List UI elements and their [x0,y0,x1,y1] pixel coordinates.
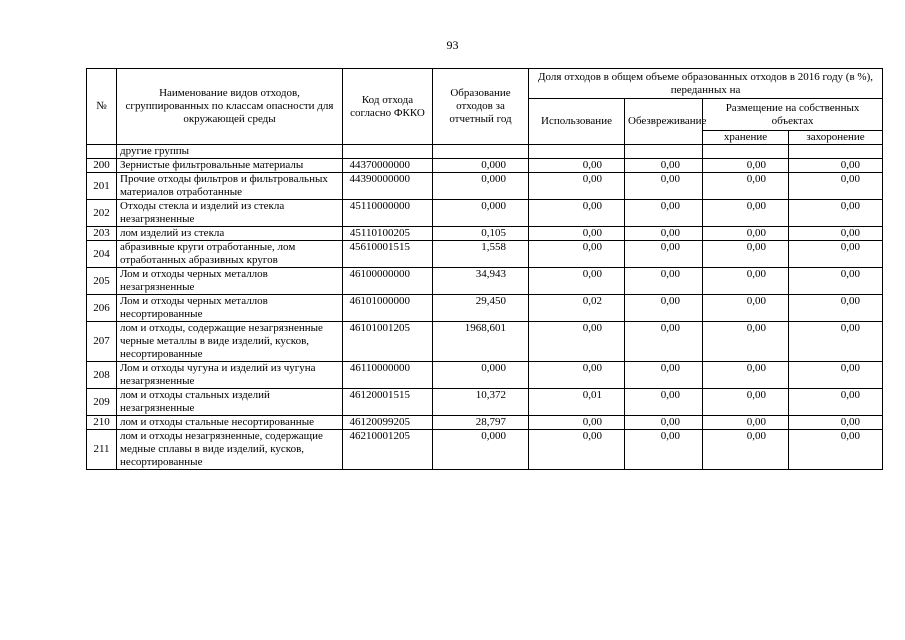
table-row [87,227,883,241]
share-burial: 0,00 [789,241,883,268]
fkko-code: 46101000000 [343,295,433,322]
share-burial: 0,00 [789,362,883,389]
waste-name: абразивные круги отработанные, лом отработанных абразивных кругов [117,241,343,268]
header-burial: захоронение [789,131,883,145]
row-number: 210 [87,416,117,430]
page-number: 93 [446,38,459,52]
fkko-code: 45110000000 [343,200,433,227]
formed-amount: 0,000 [433,200,529,227]
formed-amount: 1968,601 [433,322,529,362]
table-row [87,295,883,322]
share-use: 0,00 [529,173,625,200]
share-storage: 0,00 [703,389,789,416]
header-neutralize: Обезвреживание [625,99,703,145]
formed-amount: 29,450 [433,295,529,322]
row-number: 206 [87,295,117,322]
fkko-code: 46120099205 [343,416,433,430]
fkko-code: 45110100205 [343,227,433,241]
waste-name: лом и отходы стальные несортированные [117,416,343,430]
header-code: Код отхода согласно ФККО [343,69,433,145]
table-row [87,173,883,200]
row-number: 207 [87,322,117,362]
share-use: 0,00 [529,362,625,389]
share-storage: 0,00 [703,295,789,322]
share-neutralize: 0,00 [625,295,703,322]
waste-table [86,68,883,470]
share-burial: 0,00 [789,389,883,416]
share-burial: 0,00 [789,322,883,362]
formed-amount: 28,797 [433,416,529,430]
share-neutralize: 0,00 [625,159,703,173]
table-row [87,268,883,295]
table-row [87,430,883,470]
fkko-code: 45610001515 [343,241,433,268]
share-burial: 0,00 [789,227,883,241]
share-neutralize: 0,00 [625,430,703,470]
waste-name: лом и отходы, содержащие незагрязненные черные металлы в виде изделий, кусков, несортированные [117,322,343,362]
share-burial: 0,00 [789,159,883,173]
table-row [87,241,883,268]
share-use: 0,00 [529,227,625,241]
table-row [87,322,883,362]
formed-amount: 1,558 [433,241,529,268]
share-use: 0,00 [529,200,625,227]
share-storage: 0,00 [703,200,789,227]
share-use: 0,00 [529,430,625,470]
formed-amount: 0,000 [433,430,529,470]
formed-amount: 0,000 [433,362,529,389]
share-burial: 0,00 [789,416,883,430]
share-neutralize: 0,00 [625,200,703,227]
table-body [87,145,883,470]
share-storage: 0,00 [703,322,789,362]
share-use: 0,00 [529,268,625,295]
table-row [87,416,883,430]
share-use: 0,00 [529,241,625,268]
row-number: 211 [87,430,117,470]
row-number: 201 [87,173,117,200]
share-burial: 0,00 [789,200,883,227]
formed-amount: 0,000 [433,159,529,173]
header-use: Использование [529,99,625,145]
share-burial: 0,00 [789,430,883,470]
table-row [87,362,883,389]
share-storage: 0,00 [703,416,789,430]
waste-name: Лом и отходы черных металлов несортированные [117,295,343,322]
waste-name: лом и отходы незагрязненные, содержащие медные сплавы в виде изделий, кусков, несортированные [117,430,343,470]
share-use: 0,01 [529,389,625,416]
share-use: 0,02 [529,295,625,322]
share-storage: 0,00 [703,241,789,268]
share-neutralize: 0,00 [625,322,703,362]
share-storage: 0,00 [703,159,789,173]
formed-amount: 10,372 [433,389,529,416]
waste-name: Лом и отходы черных металлов незагрязненные [117,268,343,295]
fkko-code: 44390000000 [343,173,433,200]
waste-name: лом и отходы стальных изделий незагрязненные [117,389,343,416]
share-neutralize: 0,00 [625,227,703,241]
share-use: 0,00 [529,159,625,173]
waste-name: Зернистые фильтровальные материалы [117,159,343,173]
header-share-group: Доля отходов в общем объеме образованных отходов в 2016 году (в %), переданных на [529,69,883,99]
header-name: Наименование видов отходов, сгруппированных по классам опасности для окружающей среды [117,69,343,145]
formed-amount: 34,943 [433,268,529,295]
row-number: 209 [87,389,117,416]
row-number: 204 [87,241,117,268]
share-storage: 0,00 [703,173,789,200]
fkko-code: 44370000000 [343,159,433,173]
formed-amount: 0,105 [433,227,529,241]
share-use: 0,00 [529,416,625,430]
fkko-code: 46210001205 [343,430,433,470]
share-storage: 0,00 [703,227,789,241]
share-burial: 0,00 [789,295,883,322]
table-row [87,389,883,416]
formed-amount: 0,000 [433,173,529,200]
fkko-code: 46101001205 [343,322,433,362]
row-number: 208 [87,362,117,389]
table-row [87,200,883,227]
waste-name: Прочие отходы фильтров и фильтровальных материалов отработанные [117,173,343,200]
row-number: 200 [87,159,117,173]
table-row [87,159,883,173]
share-neutralize: 0,00 [625,268,703,295]
header-placement-group: Размещение на собственных объектах [703,99,883,131]
fkko-code: 46120001515 [343,389,433,416]
continuation-label: другие группы [117,145,343,159]
continuation-row [87,145,883,159]
header-storage: хранение [703,131,789,145]
share-neutralize: 0,00 [625,362,703,389]
row-number: 205 [87,268,117,295]
share-burial: 0,00 [789,268,883,295]
share-storage: 0,00 [703,430,789,470]
share-use: 0,00 [529,322,625,362]
share-burial: 0,00 [789,173,883,200]
share-neutralize: 0,00 [625,173,703,200]
fkko-code: 46100000000 [343,268,433,295]
table-header [87,69,883,145]
waste-name: Отходы стекла и изделий из стекла незагрязненные [117,200,343,227]
share-neutralize: 0,00 [625,389,703,416]
waste-name: лом изделий из стекла [117,227,343,241]
waste-name: Лом и отходы чугуна и изделий из чугуна незагрязненные [117,362,343,389]
share-neutralize: 0,00 [625,241,703,268]
header-formed: Образование отходов за отчетный год [433,69,529,145]
share-storage: 0,00 [703,362,789,389]
share-storage: 0,00 [703,268,789,295]
row-number: 202 [87,200,117,227]
row-number: 203 [87,227,117,241]
fkko-code: 46110000000 [343,362,433,389]
share-neutralize: 0,00 [625,416,703,430]
header-num: № [87,69,117,145]
